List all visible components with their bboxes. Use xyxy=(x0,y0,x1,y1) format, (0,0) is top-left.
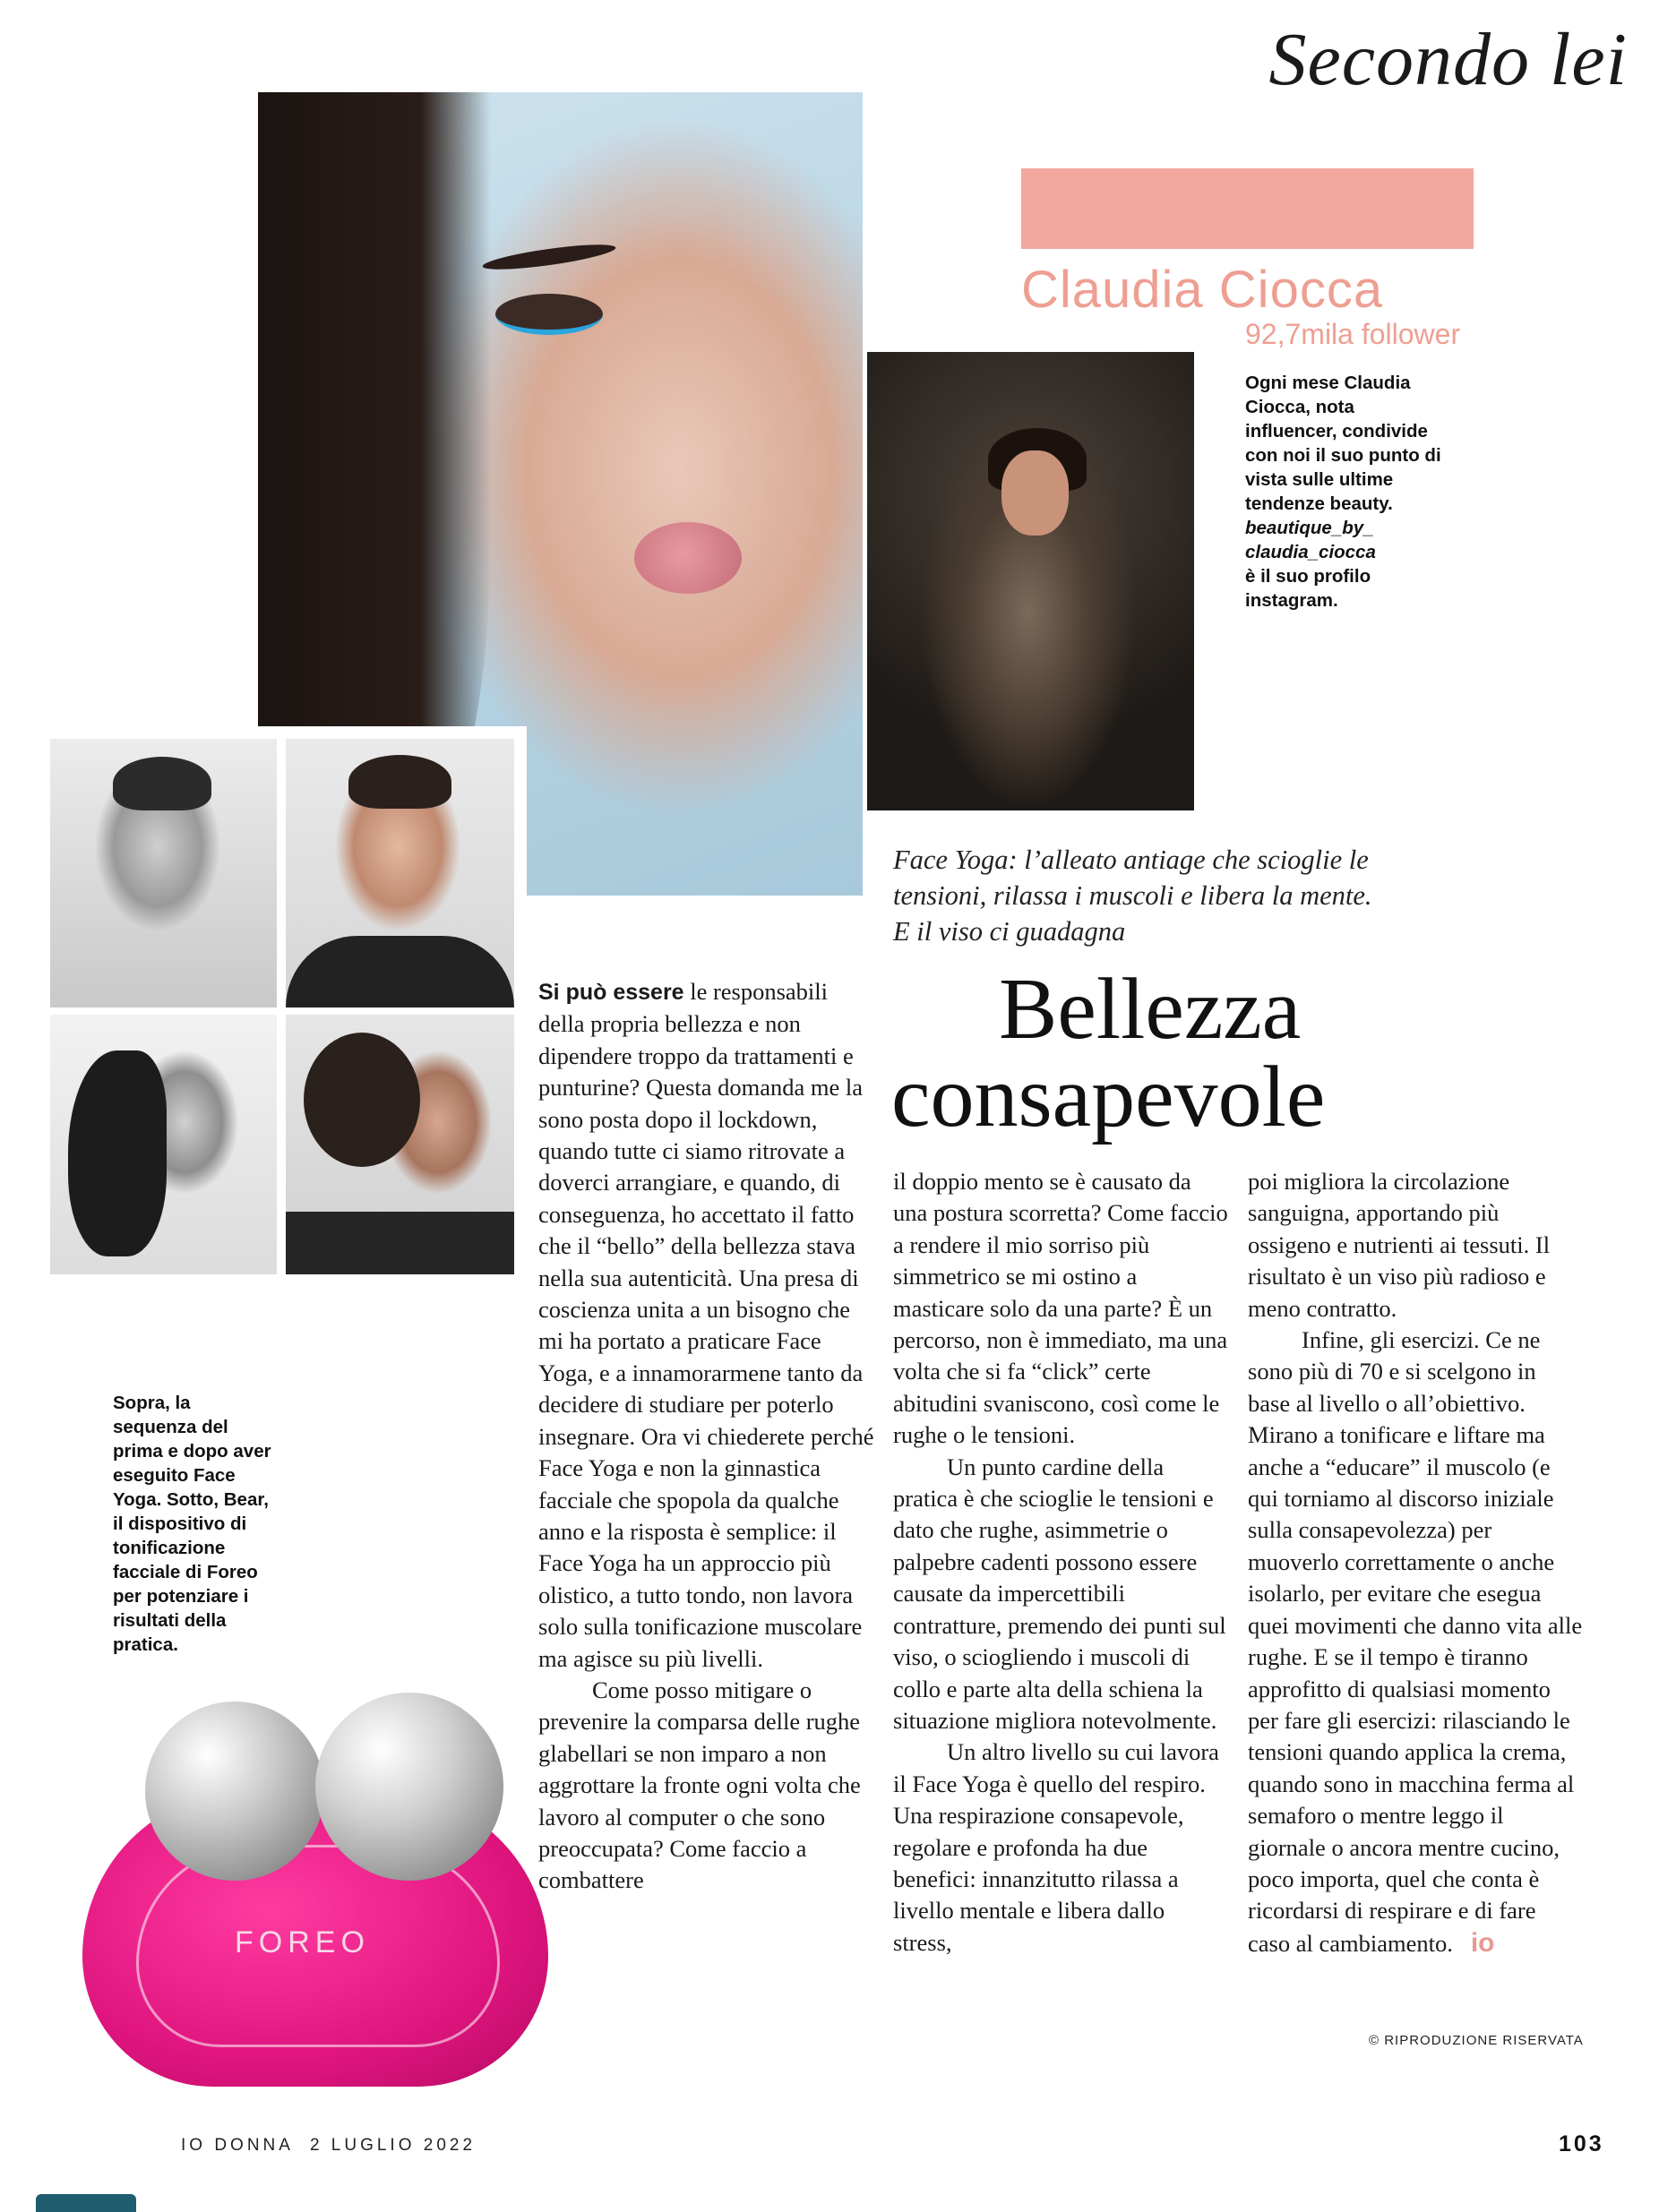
page-number: 103 xyxy=(1559,2131,1604,2156)
before-after-grid xyxy=(48,726,527,1282)
device-sphere-right xyxy=(315,1693,503,1881)
device-sphere-left xyxy=(145,1702,324,1881)
before-front-photo xyxy=(50,739,277,1007)
article-paragraph: Come posso mitigare o prevenire la comparsa delle rughe glabellari se non imparo a non aggrottare la fronte ogni volta che lavoro al computer o che sono preoccupata? Come faccio a combattere xyxy=(538,1676,861,1894)
photo-eye-shape xyxy=(495,294,603,335)
article-paragraph: le responsabili della propria bellezza e non dipendere troppo da trattamenti e punturine? Questa domanda me la sono posta dopo il lockdown, quando tutte ci siamo ritrovate a doverci arrangiare, e quando, di conseguenza, ho accettato il fatto che il “bello” della bellezza stava nella sua autenticità. Una presa di coscienza unita a un bisogno che mi ha portato a praticare Face Yoga, e a innamorarmene tanto da decidere di studiare per poterlo insegnare. Ora vi chiederete perché Face Yoga e non la ginnastica facciale che spopola da qualche anno e la risposta è semplice: il Face Yoga ha un approccio più olistico, a tutto tondo, non lavora solo sulla tonificazione muscolare ma agisce su più livelli. xyxy=(538,978,874,1672)
article-column-3 xyxy=(1248,1166,1584,1959)
bio-text: Ogni mese Claudia Ciocca, nota influencer, condivide con noi il suo punto di vista sulle ultime tendenze beauty. xyxy=(1245,373,1441,514)
article-paragraph: poi migliora la circolazione sanguigna, apportando più ossigeno e nutrienti ai tessuti. Il risultato è un viso più radioso e meno contratto. xyxy=(1248,1168,1551,1322)
after-front-photo xyxy=(286,739,514,1007)
after-profile-photo xyxy=(286,1015,514,1274)
foreo-device-image xyxy=(82,1666,512,2060)
photo-caption: Sopra, la sequenza del prima e dopo aver eseguito Face Yoga. Sotto, Bear, il dispositivo di tonificazione facciale di Foreo per potenziare i risultati della pratica. xyxy=(113,1393,271,1655)
headline-line-1: Bellezza xyxy=(999,961,1302,1058)
photo-hair-shape xyxy=(348,755,451,809)
article-column-2 xyxy=(893,1166,1229,1959)
photo-shirt-shape xyxy=(286,936,514,1007)
article-lead: Si può essere xyxy=(538,980,684,1005)
article-paragraph: Infine, gli esercizi. Ce ne sono più di 70 e si scelgono in base al livello o all’obiettivo. Mirano a tonificare e liftare ma anche a “educare” il muscolo (e qui torniamo al discorso iniziale sulla consapevolezza) per muoverlo correttamente o anche isolarlo, per evitare che esegua quei movimenti che danno vita alle rughe. E se il tempo è tiranno approfitto di qualsiasi momento per fare gli esercizi: rilasciando le tensioni quando applica la crema, quando sono in macchina ferma al semaforo o mentre leggo il giornale o ancora mentre cucino, poco importa, quel che conta è ricordarsi di respirare e di fare caso al cambiamento. xyxy=(1248,1326,1583,1957)
article-headline xyxy=(891,961,1411,1145)
photo-hair-shape xyxy=(304,1033,420,1167)
magazine-name: IO DONNA xyxy=(181,2136,294,2155)
end-mark-logo: io xyxy=(1470,1927,1495,1958)
photo-hair-shape xyxy=(113,757,211,810)
photo-shirt-shape xyxy=(286,1212,514,1274)
article-paragraph: Un punto cardine della pratica è che scioglie le tensioni e dato che rughe, asimmetrie o palpebre cadenti possono essere causate da impercettibili contratture, premendo dei punti sul viso, o sciogliendo i muscoli di collo e parte alta della schiena la situazione migliora notevolmente. xyxy=(893,1453,1226,1734)
photo-lips-shape xyxy=(634,522,742,594)
article-column-1 xyxy=(538,976,874,1897)
bio-end-text: è il suo profilo instagram. xyxy=(1245,566,1371,611)
influencer-name: Claudia Ciocca xyxy=(1021,261,1384,319)
before-profile-photo xyxy=(50,1015,277,1274)
instagram-handle: beautique_by_ claudia_ciocca xyxy=(1245,518,1376,562)
issue-date: 2 LUGLIO 2022 xyxy=(309,2136,477,2155)
article-deck: Face Yoga: l’alleato antiage che scioglie le tensioni, rilassa i muscoli e libera la mente. E il viso ci guadagna xyxy=(893,845,1372,947)
footer-folio xyxy=(181,2136,476,2156)
section-title: Secondo lei xyxy=(1268,18,1628,101)
accent-bar xyxy=(1021,168,1474,249)
headline-line-2: consapevole xyxy=(891,1049,1326,1145)
corner-tab xyxy=(36,2194,136,2212)
photo-brow-shape xyxy=(481,240,616,275)
article-paragraph: il doppio mento se è causato da una postura scorretta? Come faccio a rendere il mio sorriso più simmetrico se mi ostino a masticare solo da una parte? È un percorso, non è immediato, ma una volta che si fa “click” certe abitudini svaniscono, così come le rughe o le tensioni. xyxy=(893,1168,1228,1449)
profile-face-shape xyxy=(1001,450,1069,536)
article-paragraph: Un altro livello su cui lavora il Face Yoga è quello del respiro. Una respirazione consapevole, regolare e profonda ha due benefici: innanzitutto rilassa a livello mentale e libera dallo stress, xyxy=(893,1738,1219,1956)
copyright-notice: © RIPRODUZIONE RISERVATA xyxy=(1369,2033,1584,2048)
follower-count: 92,7mila follower xyxy=(1245,318,1461,350)
device-logo: FOREO xyxy=(235,1925,370,1959)
profile-photo xyxy=(867,352,1194,810)
photo-hair-shape xyxy=(68,1050,167,1256)
influencer-bio xyxy=(1245,371,1442,613)
